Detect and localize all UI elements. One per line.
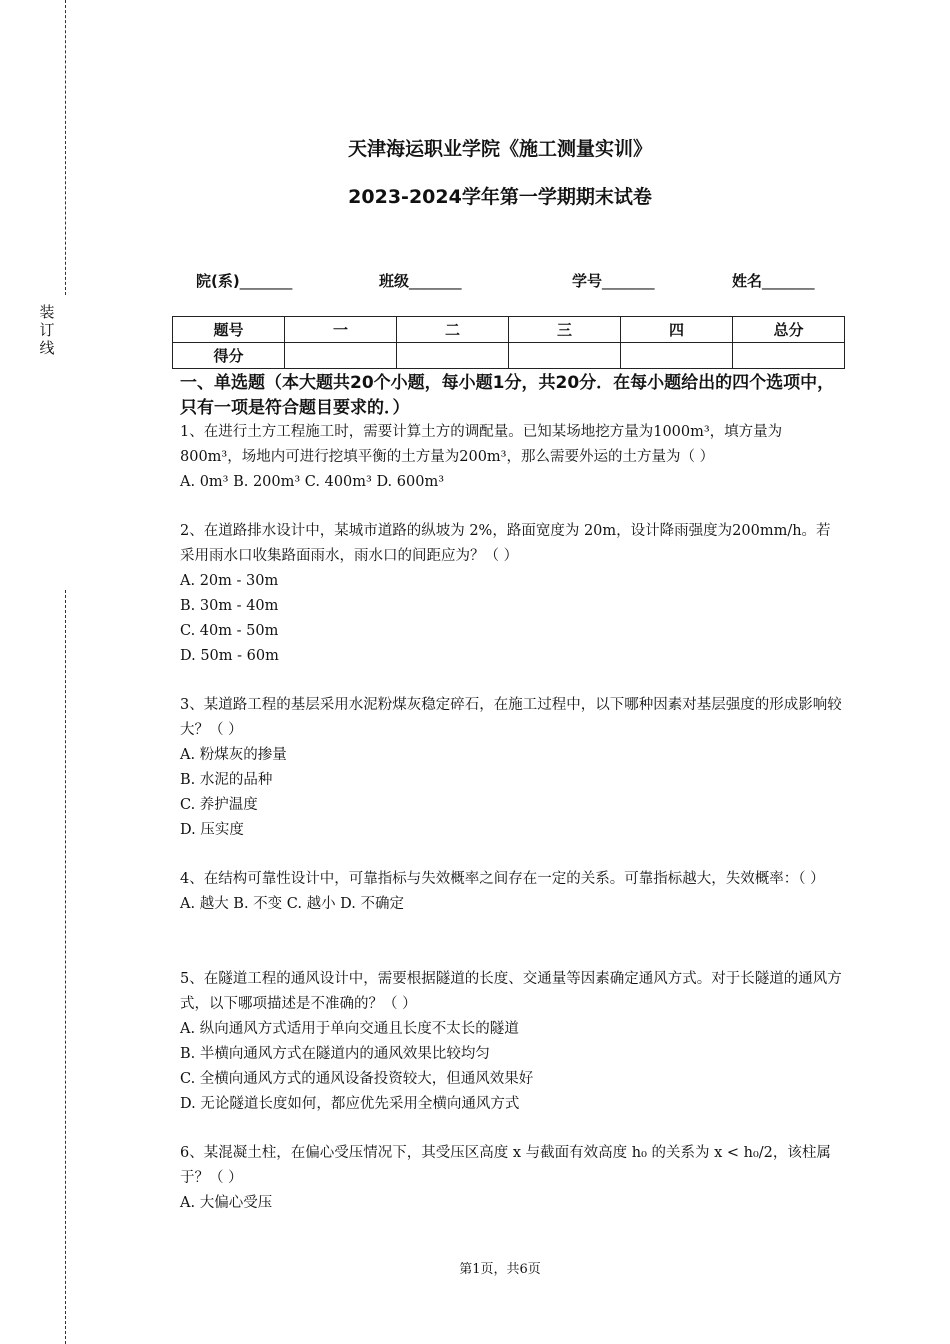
dept-label: 院(系) <box>196 272 240 290</box>
score-header-cell: 一 <box>285 317 397 343</box>
score-table-score-row <box>173 343 845 369</box>
score-header-cell: 题号 <box>173 317 285 343</box>
score-header-cell: 四 <box>621 317 733 343</box>
score-header-cell: 三 <box>509 317 621 343</box>
question-option: B. 水泥的品种 <box>180 772 273 788</box>
question-stem: 1、在进行土方工程施工时，需要计算土方的调配量。已知某场地挖方量为1000m³，填方量为800m³，场地内可进行挖填平衡的土方量为200m³，那么需要外运的土方量为（ ） <box>180 424 783 465</box>
page-footer: 第1页，共6页 <box>459 1262 541 1277</box>
question-option: B. 半横向通风方式在隧道内的通风效果比较均匀 <box>180 1046 490 1062</box>
score-cell[interactable] <box>509 343 621 369</box>
score-table-header-row <box>173 317 845 343</box>
name-blank[interactable]: _______ <box>762 272 815 290</box>
score-header-cell: 二 <box>397 317 509 343</box>
question-option: A. 大偏心受压 <box>180 1195 273 1211</box>
question-option: D. 无论隧道长度如何，都应优先采用全横向通风方式 <box>180 1096 520 1112</box>
question-stem: 3、某道路工程的基层采用水泥粉煤灰稳定碎石，在施工过程中，以下哪种因素对基层强度的形成影响较大？（ ） <box>180 697 842 738</box>
question-option: D. 50m - 60m <box>180 648 279 664</box>
question-option: C. 全横向通风方式的通风设备投资较大，但通风效果好 <box>180 1071 534 1087</box>
dept-blank[interactable]: _______ <box>239 272 293 290</box>
score-header-cell: 总分 <box>733 317 845 343</box>
question-option: A. 0m³ B. 200m³ C. 400m³ D. 600m³ <box>180 474 445 490</box>
name-label: 姓名 <box>732 272 763 290</box>
question-6 <box>180 1141 842 1216</box>
class-blank[interactable]: _______ <box>409 272 462 290</box>
question-stem: 2、在道路排水设计中，某城市道路的纵坡为 2%，路面宽度为 20m，设计降雨强度为200mm/h。若采用雨水口收集路面雨水，雨水口的间距应为？（ ） <box>180 523 831 564</box>
binding-line-bottom <box>65 590 66 1344</box>
question-option: C. 40m - 50m <box>180 623 279 639</box>
score-cell[interactable] <box>285 343 397 369</box>
exam-title-line1: 天津海运职业学院《施工测量实训》 <box>347 138 652 160</box>
question-option: A. 越大 B. 不变 C. 越小 D. 不确定 <box>180 896 405 912</box>
score-row-label: 得分 <box>173 343 285 369</box>
score-cell[interactable] <box>397 343 509 369</box>
score-cell[interactable] <box>733 343 845 369</box>
question-stem: 5、在隧道工程的通风设计中，需要根据隧道的长度、交通量等因素确定通风方式。对于长隧道的通风方式，以下哪项描述是不准确的？（ ） <box>180 971 842 1012</box>
name-field <box>732 270 815 291</box>
class-label: 班级 <box>379 272 410 290</box>
question-option: A. 粉煤灰的掺量 <box>180 747 287 763</box>
student-id-field <box>572 270 655 291</box>
question-stem: 4、在结构可靠性设计中，可靠指标与失效概率之间存在一定的关系。可靠指标越大，失效概率：（ ） <box>180 871 825 887</box>
question-3 <box>180 693 842 843</box>
score-table <box>172 316 845 369</box>
question-option: B. 30m - 40m <box>180 598 279 614</box>
section1-heading: 一、单选题（本大题共20个小题，每小题1分，共20分．在每小题给出的四个选项中，只有一项是符合题目要求的．） <box>180 373 835 418</box>
question-option: A. 20m - 30m <box>180 573 279 589</box>
question-stem: 6、某混凝土柱，在偏心受压情况下，其受压区高度 x 与截面有效高度 h₀ 的关系为 x < h₀/2，该柱属于？（ ） <box>180 1145 831 1186</box>
student-id-blank[interactable]: _______ <box>602 272 655 290</box>
score-cell[interactable] <box>621 343 733 369</box>
exam-title-line2: 2023-2024学年第一学期期末试卷 <box>348 186 652 208</box>
question-option: D. 压实度 <box>180 822 244 838</box>
class-field <box>379 270 462 291</box>
question-option: A. 纵向通风方式适用于单向交通且长度不太长的隧道 <box>180 1021 519 1037</box>
dept-field <box>196 270 292 291</box>
student-id-label: 学号 <box>572 272 603 290</box>
question-option: C. 养护温度 <box>180 797 258 813</box>
question-5 <box>180 967 842 1117</box>
question-4 <box>180 867 842 917</box>
binding-label: 装订线 <box>39 303 55 357</box>
question-2 <box>180 519 842 669</box>
question-1 <box>180 420 842 495</box>
